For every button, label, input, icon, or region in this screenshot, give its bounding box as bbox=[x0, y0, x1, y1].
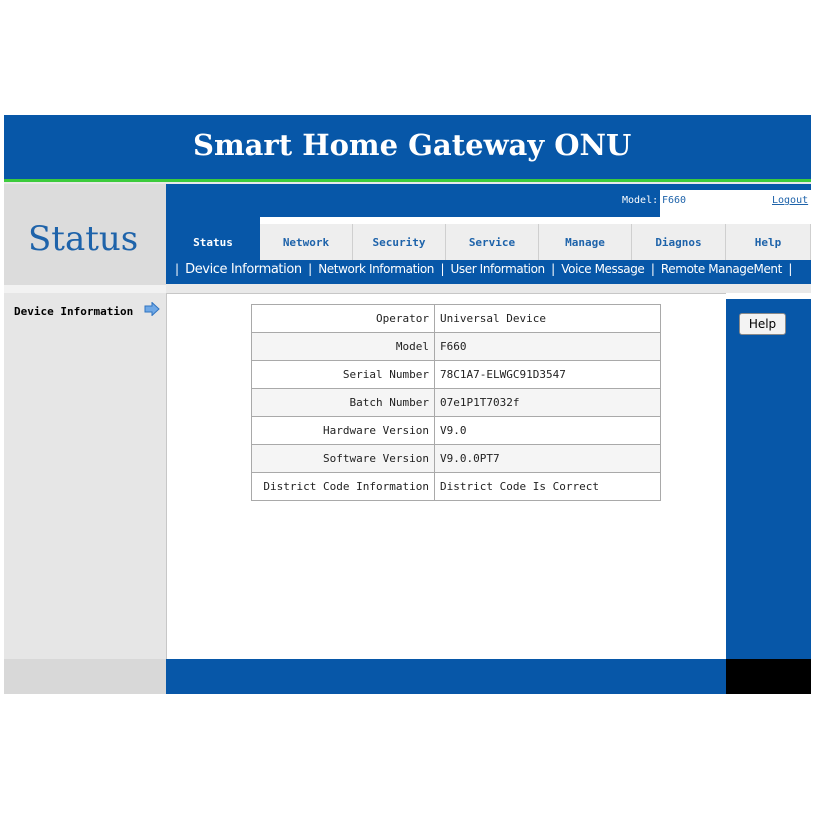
row-label: Software Version bbox=[252, 445, 435, 473]
row-value: V9.0 bbox=[435, 417, 661, 445]
tab-service[interactable]: Service bbox=[446, 224, 539, 260]
row-value: V9.0.0PT7 bbox=[435, 445, 661, 473]
sub-navigation bbox=[172, 262, 795, 277]
subnav-separator: | bbox=[551, 262, 555, 276]
subnav-remote-management[interactable]: Remote ManageMent bbox=[660, 262, 782, 276]
subnav-voice-message[interactable]: Voice Message bbox=[561, 262, 645, 276]
row-label: Hardware Version bbox=[252, 417, 435, 445]
content-divider bbox=[166, 284, 811, 293]
table-row bbox=[252, 305, 661, 333]
row-value: District Code Is Correct bbox=[435, 473, 661, 501]
tab-security[interactable]: Security bbox=[353, 224, 446, 260]
tab-diagnos[interactable]: Diagnos bbox=[632, 224, 726, 260]
table-row bbox=[252, 473, 661, 501]
row-label: Model bbox=[252, 333, 435, 361]
subnav-separator: | bbox=[175, 262, 179, 276]
subnav-network-information[interactable]: Network Information bbox=[318, 262, 435, 276]
row-label: Batch Number bbox=[252, 389, 435, 417]
sidebar-title: Status bbox=[28, 219, 139, 259]
page-header-title: Smart Home Gateway ONU bbox=[193, 128, 632, 162]
row-label: Operator bbox=[252, 305, 435, 333]
subnav-device-information[interactable]: Device Information bbox=[185, 262, 302, 277]
help-column bbox=[726, 299, 811, 659]
row-value: 78C1A7-ELWGC91D3547 bbox=[435, 361, 661, 389]
row-value: Universal Device bbox=[435, 305, 661, 333]
help-button[interactable]: Help bbox=[739, 313, 786, 335]
row-value: F660 bbox=[435, 333, 661, 361]
table-row bbox=[252, 389, 661, 417]
subnav-separator: | bbox=[650, 262, 655, 276]
subnav-user-information[interactable]: User Information bbox=[450, 262, 545, 276]
model-value: F660 bbox=[662, 195, 687, 206]
tabs-strip bbox=[260, 217, 811, 224]
footer-bar bbox=[166, 659, 726, 694]
row-label: District Code Information bbox=[252, 473, 435, 501]
sidebar-divider bbox=[4, 285, 166, 293]
table-row bbox=[252, 361, 661, 389]
tab-manage[interactable]: Manage bbox=[539, 224, 632, 260]
subnav-separator: | bbox=[440, 262, 445, 276]
tab-network[interactable]: Network bbox=[260, 224, 353, 260]
sidebar-footer bbox=[4, 659, 166, 694]
footer-corner bbox=[726, 659, 811, 694]
sidebar-item-device-information[interactable]: Device Information bbox=[14, 305, 134, 318]
sidebar-menu bbox=[4, 293, 166, 659]
row-label: Serial Number bbox=[252, 361, 435, 389]
table-row bbox=[252, 333, 661, 361]
subnav-separator: | bbox=[308, 262, 312, 276]
device-info-table bbox=[251, 304, 661, 501]
arrow-right-icon bbox=[144, 302, 160, 316]
tab-status[interactable]: Status bbox=[166, 224, 260, 260]
table-row bbox=[252, 445, 661, 473]
row-value: 07e1P1T7032f bbox=[435, 389, 661, 417]
model-label: Model: bbox=[622, 195, 659, 206]
table-row bbox=[252, 417, 661, 445]
subnav-separator: | bbox=[788, 262, 793, 276]
tab-help[interactable]: Help bbox=[726, 224, 811, 260]
logout-link[interactable]: Logout bbox=[772, 195, 809, 206]
